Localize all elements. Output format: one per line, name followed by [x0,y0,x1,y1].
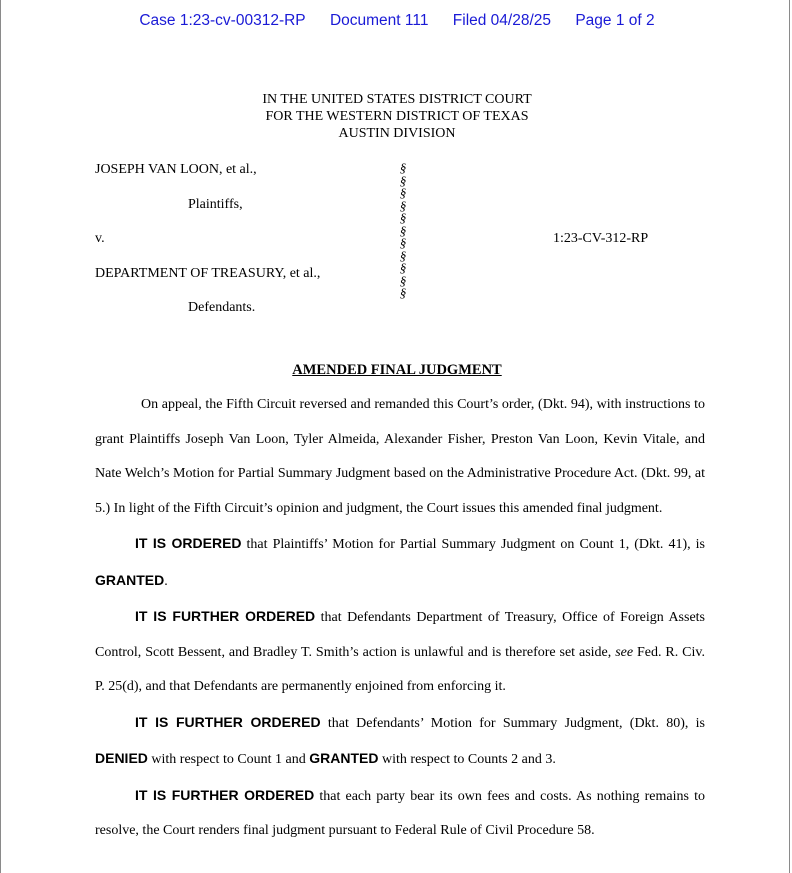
court-heading [1,91,792,142]
case-number-stamp: Case 1:23-cv-00312-RP [139,12,306,29]
further-order-text: that Defendants’ Motion for Summary Judgment, (Dkt. 80), is [320,715,705,731]
judgment-body [95,388,705,849]
document-number-stamp: Document 111 [329,12,429,29]
paragraph-appeal: On appeal, the Fifth Circuit reversed and remanded this Court’s order, (Dkt. 94), with instructions to grant Plaintiffs Joseph Van Loon, Tyler Almeida, Alexander Fisher, Preston Van Loon, Kevin Vitale, and Nate Welch’s Motion for Partial Summary Judgment based on the Administrative Procedure Act. (Dkt. 99, at 5.) In light of the Fifth Circuit’s opinion and judgment, the Court issues this amended final judgment. [95,397,705,516]
section-symbol: § [399,197,407,213]
court-line-1: IN THE UNITED STATES DISTRICT COURT [262,92,532,107]
paragraph-order-3 [95,705,705,778]
order-text: that Plaintiffs’ Motion for Partial Summary Judgment on Count 1, (Dkt. 41), is [241,537,705,552]
section-symbol: § [399,222,407,238]
plaintiff-name: JOSEPH VAN LOON, et al., [95,162,257,177]
granted-label: GRANTED [95,571,165,588]
further-order-lead: IT IS FURTHER ORDERED [135,608,316,624]
further-order-lead: IT IS FURTHER ORDERED [135,713,321,730]
caption-case-number: 1:23-CV-312-RP [553,231,649,246]
court-line-2: FOR THE WESTERN DISTRICT OF TEXAS [265,109,529,124]
section-symbol-column [397,162,409,300]
plaintiff-role: Plaintiffs, [188,197,243,212]
section-symbol: § [399,185,407,200]
section-symbol: § [399,160,407,175]
further-order-end: Fed. R. Civ. P. 25(d), and that Defendants are permanently enjoined from enforcing it. [95,644,705,694]
further-order-mid: with respect to Count 1 and [147,752,310,767]
court-line-3: AUSTIN DIVISION [338,126,456,141]
see-signal: see [615,644,634,660]
section-symbol: § [399,210,407,225]
paragraph-order-4 [95,778,705,849]
section-symbol: § [399,285,407,300]
further-order-text: that each party bear its own fees and costs. As nothing remains to resolve, the Court renders final judgment pursuant to Federal Rule of Civil Procedure 58. [95,788,705,838]
defendant-role: Defendants. [188,300,256,315]
document-title: AMENDED FINAL JUDGMENT [292,362,502,378]
section-symbol: § [399,247,407,263]
further-order-lead: IT IS FURTHER ORDERED [135,786,315,803]
order-lead: IT IS ORDERED [135,535,242,551]
filing-stamp [1,12,792,30]
denied-label: DENIED [95,750,148,766]
paragraph-order-2 [95,599,705,705]
section-symbol: § [399,260,407,275]
paragraph-order-1 [95,526,705,599]
further-order-end: with respect to Counts 2 and 3. [378,752,556,767]
order-end: . [164,573,168,589]
filed-date-stamp: Filed 04/28/25 [452,12,552,29]
section-symbol: § [399,235,407,250]
section-symbol: § [399,172,407,188]
further-order-text: that Defendants Department of Treasury, Office of Foreign Assets Control, Scott Bessent, and Bradley T. Smith’s action is unlawful and is therefore set aside, [95,610,705,660]
section-symbol: § [399,272,407,288]
defendant-name: DEPARTMENT OF TREASURY, et al., [95,266,321,281]
page-count-stamp: Page 1 of 2 [575,12,655,29]
granted-label: GRANTED [309,750,379,766]
versus-label: v. [95,231,105,246]
